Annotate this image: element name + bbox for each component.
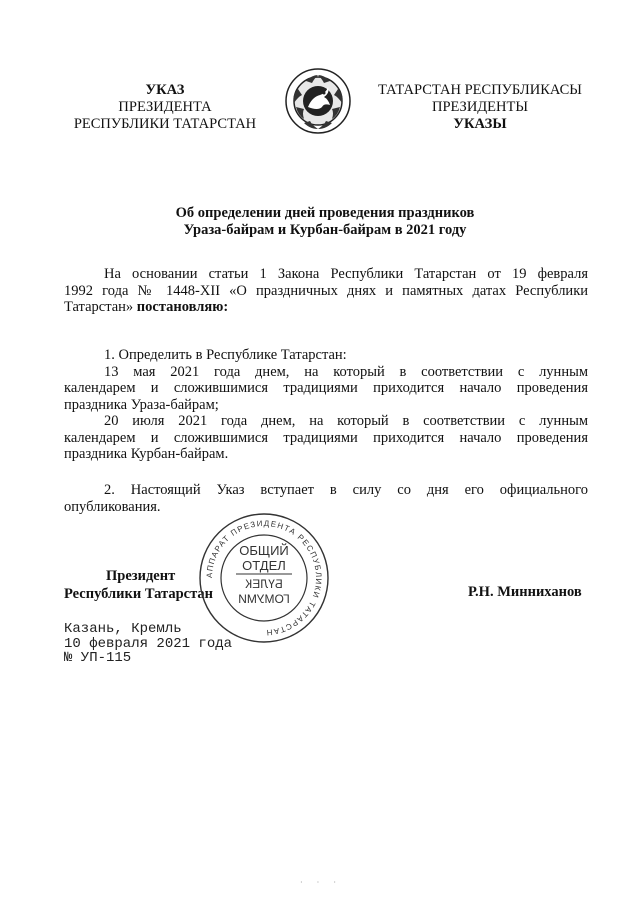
text-line: 1992 года № 1448-XII «О праздничных днях и памятных датах Республики <box>64 282 588 299</box>
text-line: праздника Ураза-байрам; <box>64 396 219 413</box>
text-line: календарем и сложившимися традициями приходится начало проведения <box>64 380 588 396</box>
text-line: 2. Настоящий Указ вступает в силу со дня его официального <box>104 482 588 498</box>
issuer-line: РЕСПУБЛИКИ ТАТАРСТАН <box>73 116 257 132</box>
decree-label: УКАЗ <box>145 82 185 98</box>
scan-artifact-dots: · · · <box>300 878 342 887</box>
item-1-heading: 1. Определить в Республике Татарстан: <box>104 347 347 363</box>
stamp-center-line: ОТДЕЛ <box>242 558 286 573</box>
text-line <box>64 299 588 316</box>
header-right-issuer <box>362 82 598 133</box>
position-line: Президент <box>106 568 176 584</box>
decree-verb: постановляю: <box>136 299 229 315</box>
text-line: На основании статьи 1 Закона Республики Татарстан от 19 февраля <box>104 266 588 282</box>
item-1 <box>64 347 588 463</box>
signatory-position <box>64 567 213 603</box>
issuer-line: ПРЕЗИДЕНТА <box>118 99 212 115</box>
issuer-line-tatar: ПРЕЗИДЕНТЫ <box>431 99 529 115</box>
preamble-paragraph <box>64 266 588 316</box>
title-line: Ураза-байрам и Курбан-байрам в 2021 году <box>183 222 467 238</box>
date-line: 10 февраля 2021 года <box>64 635 233 652</box>
title-line: Об определении дней проведения праздников <box>175 205 475 221</box>
text-line: 13 мая 2021 года днем, на который в соответствии с лунным <box>104 363 588 380</box>
header-left-issuer <box>60 82 270 133</box>
document-title <box>120 205 530 239</box>
coat-of-arms-emblem <box>284 67 352 135</box>
place-line: Казань, Кремль <box>64 621 182 637</box>
text-line: опубликования. <box>64 498 161 515</box>
text-line: 20 июля 2021 года днем, на который в соответствии с лунным <box>104 413 588 429</box>
text-line: календарем и сложившимися традициями приходится начало проведения <box>64 429 588 446</box>
stamp-mirrored-line: ГОМУМИ <box>238 592 290 606</box>
signatory-name: Р.Н. Минниханов <box>468 584 582 600</box>
issuer-line-tatar: ТАТАРСТАН РЕСПУБЛИКАСЫ <box>378 82 582 98</box>
position-line: Республики Татарстан <box>64 586 213 602</box>
stamp-center-line: ОБЩИЙ <box>239 543 289 558</box>
preamble-text: Татарстан» <box>64 299 134 315</box>
place-date-number <box>64 622 232 666</box>
decree-number: № УП-115 <box>64 650 132 666</box>
text-line: праздника Курбан-байрам. <box>64 446 229 462</box>
stamp-ring-text: АППАРАТ ПРЕЗИДЕНТА РЕСПУБЛИКИ ТАТАРСТАН <box>204 518 324 638</box>
decree-label-tatar: УКАЗЫ <box>453 116 507 132</box>
stamp-mirrored-line: БҮЛЕК <box>245 577 283 591</box>
